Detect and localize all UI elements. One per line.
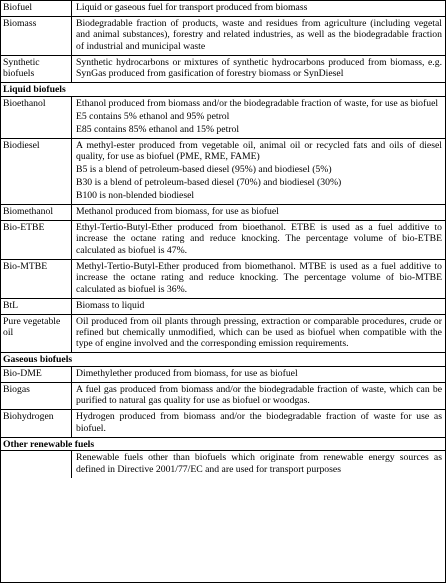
definition-cell bbox=[71, 410, 445, 436]
term-cell: Bio-DME bbox=[3, 367, 42, 379]
definition-text: Biodegradable fraction of products, waste and residues from agriculture (including vegetal and animal substances), forestry and related industries, as well as the biodegradable fraction of industrial and municipal waste bbox=[76, 18, 442, 52]
term-cell: Bio-MTBE bbox=[3, 260, 48, 272]
definition-text: A methyl-ester produced from vegetable oil, animal oil or recycled fats and oils of diesel quality, for use as biofuel (PME, RME, FAME) bbox=[76, 139, 442, 163]
table-row bbox=[1, 298, 445, 314]
term-cell: Biogas bbox=[3, 383, 30, 395]
definition-cell bbox=[71, 97, 445, 138]
table-row bbox=[1, 314, 445, 353]
table-row bbox=[1, 382, 445, 409]
definition-text: Methanol produced from biomass, for use as biofuel bbox=[76, 206, 279, 218]
table-row bbox=[1, 366, 445, 382]
table-row bbox=[1, 204, 445, 220]
term-cell: Biomethanol bbox=[3, 206, 54, 218]
table-row bbox=[1, 96, 445, 138]
definition-text: Biomass to liquid bbox=[76, 299, 145, 311]
definition-text: Liquid or gaseous fuel for transport produced from biomass bbox=[76, 2, 308, 13]
definition-cell bbox=[71, 17, 445, 55]
definition-text: Hydrogen produced from biomass and/or the biodegradable fraction of waste for use as biofuel. bbox=[76, 411, 442, 434]
term-cell: Biomass bbox=[3, 18, 37, 29]
definition-text: A fuel gas produced from biomass and/or the biodegradable fraction of waste, which can be purified to natural gas quality for use as biofuel or woodgas. bbox=[76, 383, 442, 407]
section-header-row bbox=[1, 437, 445, 450]
definition-text: Ethanol produced from biomass and/or the biodegradable fraction of waste, for use as biofuel bbox=[76, 97, 439, 109]
table-row bbox=[1, 450, 445, 477]
definition-text: Oil produced from oil plants through pressing, extraction or comparable procedures, crude or refined but chemically unmodified, which can be used as biofuel when compatible with the type of engine involved and the corresponding emission requirements. bbox=[76, 315, 442, 350]
definition-text: E85 contains 85% ethanol and 15% petrol bbox=[76, 123, 240, 135]
term-cell bbox=[1, 451, 71, 477]
table-row bbox=[1, 138, 445, 204]
definition-text: B5 is a blend of petroleum-based diesel (95%) and biodiesel (5%) bbox=[76, 164, 332, 176]
table-row bbox=[1, 409, 445, 436]
definition-text: B30 is a blend of petroleum-based diesel (70%) and biodiesel (30%) bbox=[76, 177, 342, 189]
term-cell: Biohydrogen bbox=[3, 411, 54, 423]
definition-cell bbox=[71, 315, 445, 353]
definition-cell bbox=[71, 451, 445, 477]
definition-cell bbox=[71, 221, 445, 259]
definition-cell bbox=[71, 139, 445, 204]
table-row bbox=[1, 0, 445, 16]
term-cell: Bio-ETBE bbox=[3, 222, 45, 234]
definition-cell bbox=[71, 1, 445, 16]
table-row bbox=[1, 259, 445, 298]
definition-text: Dimethylether produced from biomass, for use as biofuel bbox=[76, 367, 298, 379]
section-heading: Other renewable fuels bbox=[3, 438, 95, 450]
term-cell: BtL bbox=[3, 299, 19, 311]
section-heading: Liquid biofuels bbox=[3, 84, 66, 96]
table-row bbox=[1, 55, 445, 82]
definition-text: E5 contains 5% ethanol and 95% petrol bbox=[76, 110, 230, 122]
definition-cell bbox=[71, 299, 445, 314]
table-row bbox=[1, 220, 445, 259]
definition-cell bbox=[71, 56, 445, 82]
definition-cell bbox=[71, 205, 445, 220]
section-header-row bbox=[1, 82, 445, 95]
definition-text: Methyl-Tertio-Butyl-Ether produced from biomethanol. MTBE is used as a fuel additive to increase the octane rating and reduce knocking. The percentage volume of bio-MTBE calculated as biofuel is 36%. bbox=[76, 260, 442, 295]
definition-text: Ethyl-Tertio-Butyl-Ether produced from bioethanol. ETBE is used as a fuel additive to increase the octane rating and reduce knocking. The percentage volume of bio-ETBE calculated as biofuel is 47%. bbox=[76, 222, 442, 256]
term-cell: Biodiesel bbox=[3, 139, 40, 151]
term-cell: Synthetic biofuels bbox=[3, 56, 40, 80]
definition-cell bbox=[71, 367, 445, 382]
definition-text: Synthetic hydrocarbons or mixtures of synthetic hydrocarbons produced from biomass, e.g. SynGas produced from gasification of forestry biomass or SynDiesel bbox=[76, 56, 442, 80]
definition-cell bbox=[71, 383, 445, 409]
definition-text: B100 is non-blended biodiesel bbox=[76, 190, 195, 202]
section-header-row bbox=[1, 352, 445, 365]
term-cell: Pure vegetable oil bbox=[3, 315, 61, 339]
term-cell: Biofuel bbox=[3, 2, 33, 13]
table-row bbox=[1, 16, 445, 55]
definition-text: Renewable fuels other than biofuels which originate from renewable energy sources as defined in Directive 2001/77/EC and are used for transport purposes bbox=[76, 452, 442, 475]
term-cell: Bioethanol bbox=[3, 97, 46, 109]
definition-cell bbox=[71, 260, 445, 298]
section-heading: Gaseous biofuels bbox=[3, 354, 73, 366]
